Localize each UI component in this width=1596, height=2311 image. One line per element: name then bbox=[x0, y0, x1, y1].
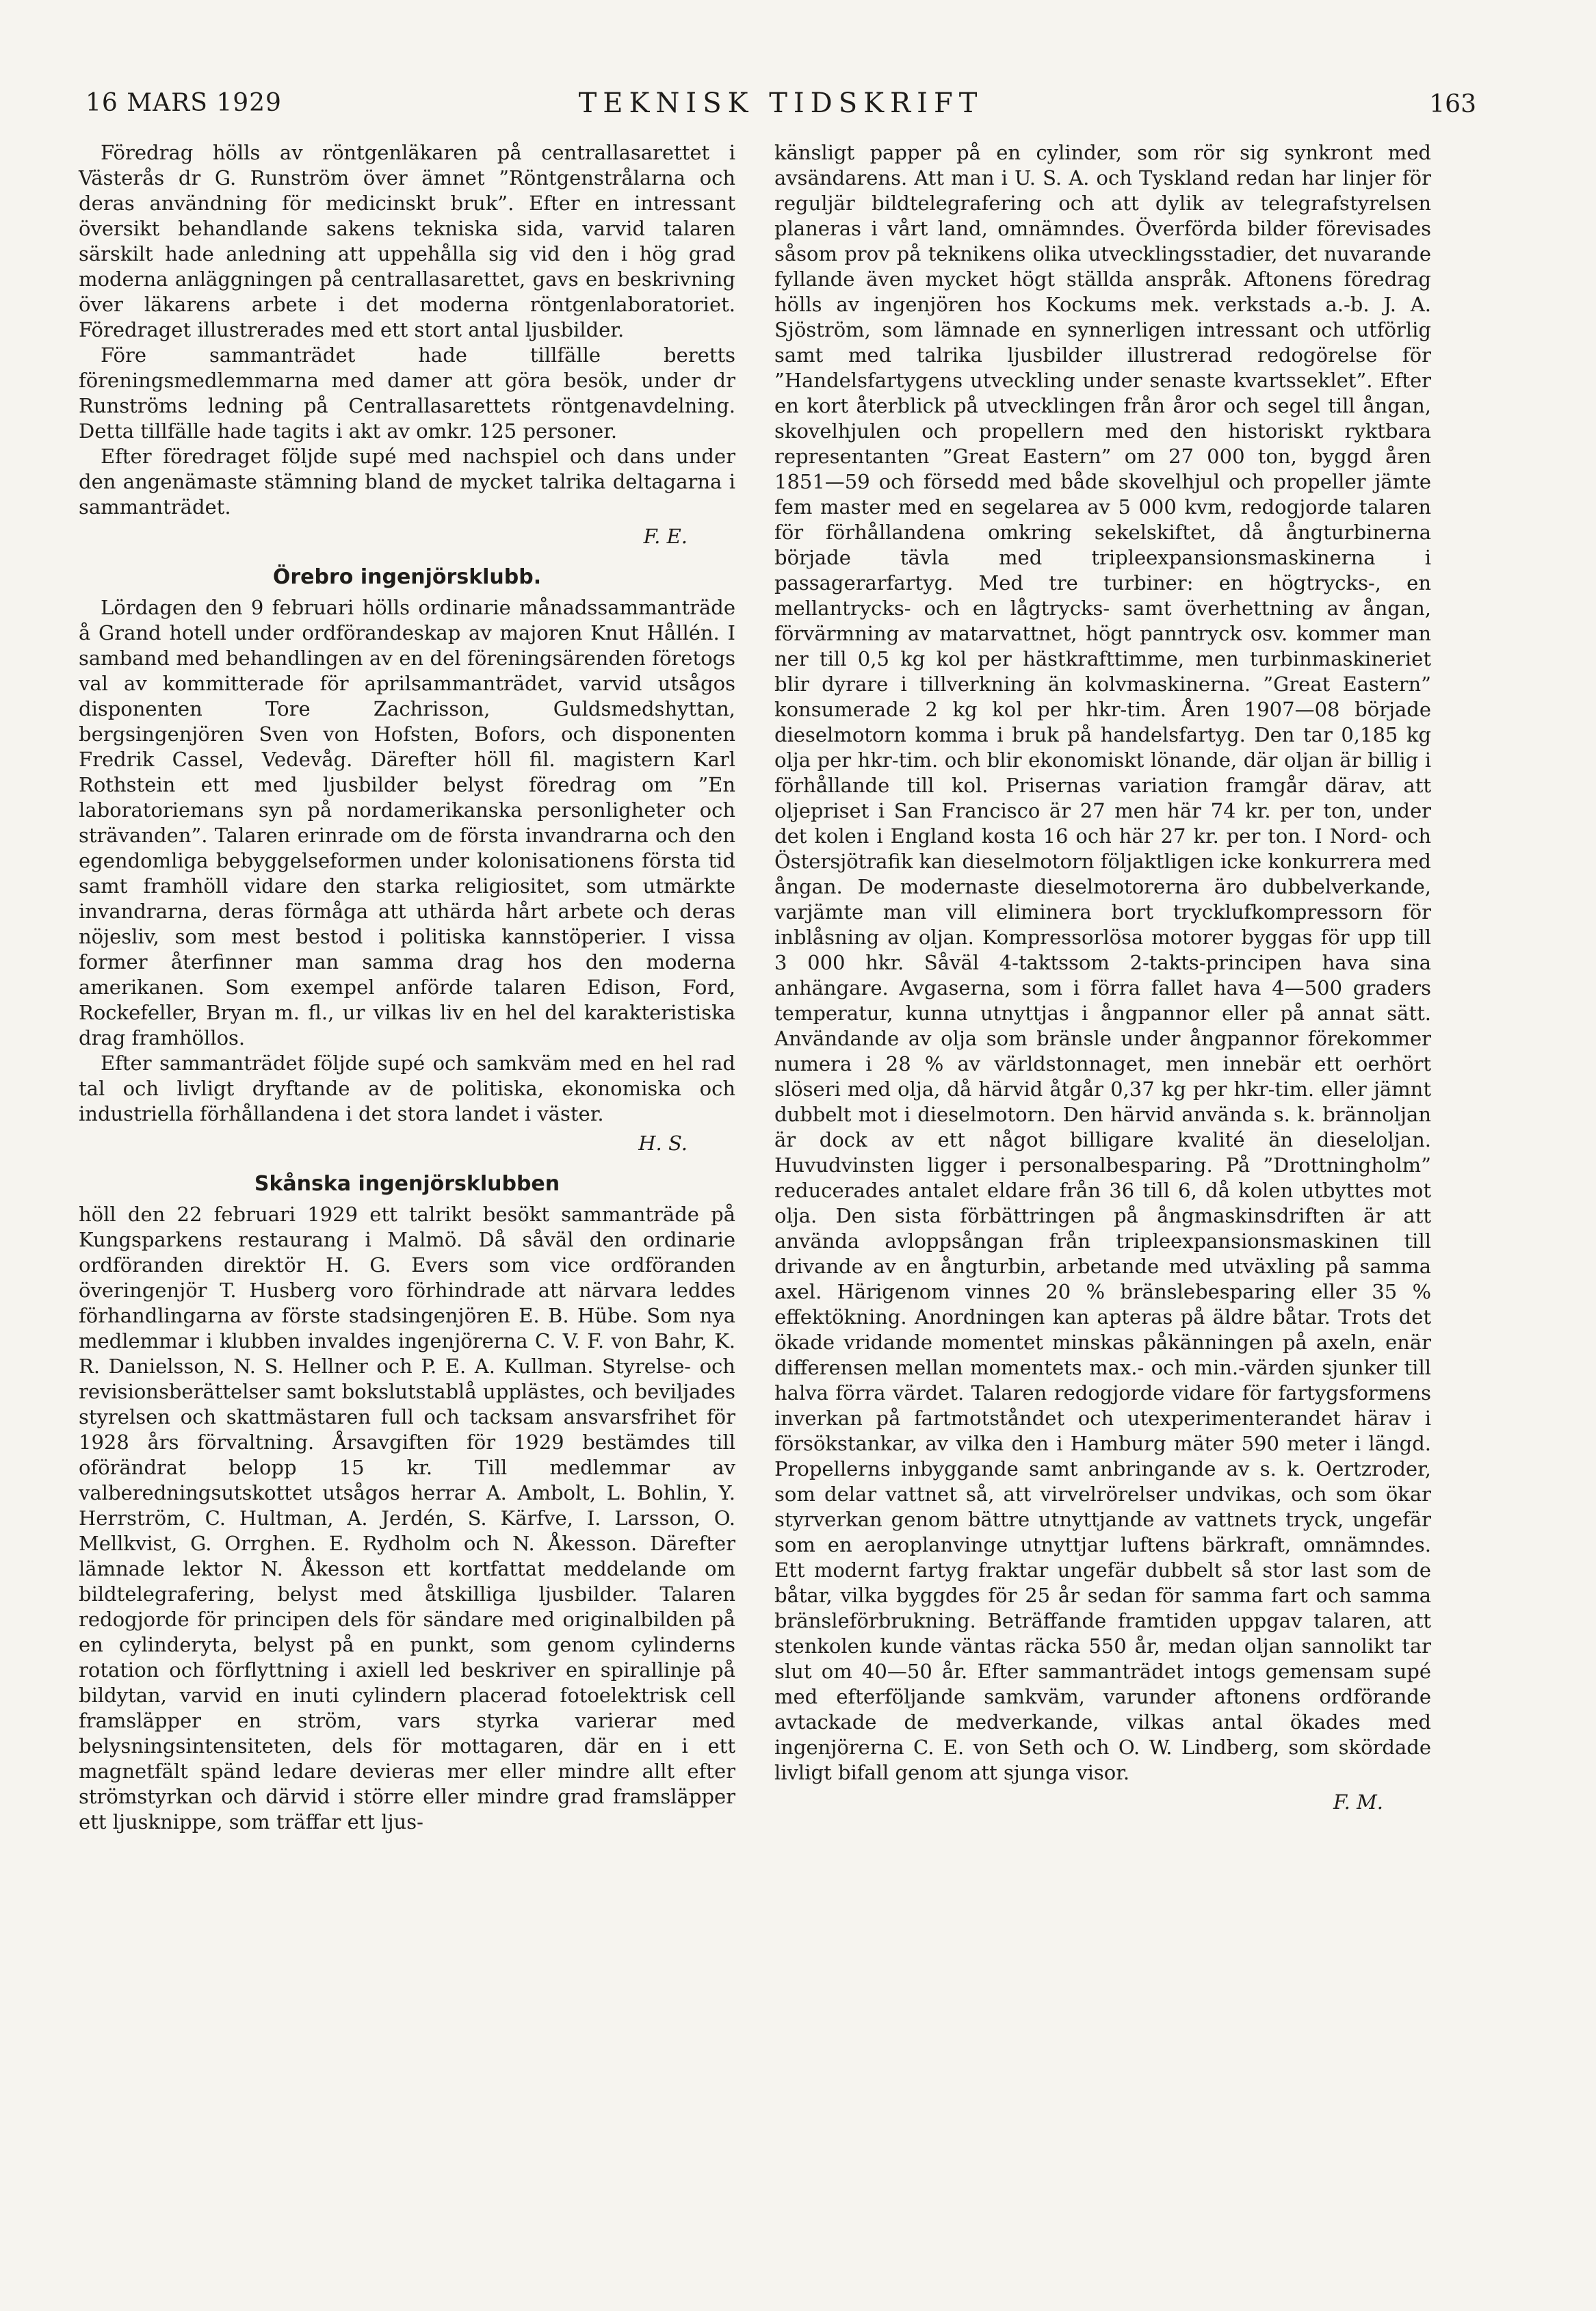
right-column bbox=[774, 140, 1431, 1825]
signature: F. M. bbox=[1333, 1790, 1383, 1814]
journal-title: TEKNISK TIDSKRIFT bbox=[578, 88, 984, 119]
page-number: 163 bbox=[1429, 90, 1476, 118]
section-heading-skanska: Skånska ingenjörsklubben bbox=[254, 1172, 560, 1196]
paragraph: Föredrag hölls av röntgenläkaren på centrallasarettet i Västerås dr G. Runström över ämnet ”Röntgenstrålarna och deras användning för medicinskt bruk”. Efter en intressant översikt behandlande sakens tekniska sida, varvid talaren särskilt hade anledning att uppehålla sig vid den i hög grad moderna anläggningen på centrallasarettet, gavs en beskrivning över läkarens arbete i det moderna röntgenlaboratoriet. Föredraget illustrerades med ett stort antal ljusbilder. bbox=[79, 141, 735, 341]
issue-date: 16 MARS 1929 bbox=[86, 89, 282, 117]
page-header bbox=[86, 81, 1476, 135]
left-column bbox=[79, 140, 735, 1835]
paragraph: Lördagen den 9 februari hölls ordinarie månadssammanträde å Grand hotell under ordförandeskap av majoren Knut Hållén. I samband med behandlingen av en del föreningsärenden företogs val av kommitterade för aprilsammanträdet, varvid utsågos disponenten Tore Zachrisson, Guldsmedshyttan, bergsingenjören Sven von Hofsten, Bofors, och disponenten Fredrik Cassel, Vedevåg. Därefter höll fil. magistern Karl Rothstein ett med ljusbilder belyst föredrag om ”En laboratoriemans syn på nordamerikanska personligheter och strävanden”. Talaren erinrade om de första invandrarna och den egendomliga bebyggelseformen under kolonisationens första tid samt framhöll vidare den starka religiositet, som utmärkte invandrarna, deras förmåga att uthärda hårt arbete och deras nöjesliv, som mest bestod i politiska kannstöperier. I vissa former återfinner man samma drag hos den moderna amerikanen. Som exempel anförde talaren Edison, Ford, Rockefeller, Bryan m. fl., ur vilkas liv en hel del karakteristiska drag framhöllos. bbox=[79, 596, 735, 1049]
paragraph: Före sammanträdet hade tillfälle beretts föreningsmedlemmarna med damer att göra besök, under dr Runströms ledning på Centrallasarettets röntgenavdelning. Detta tillfälle hade tagits i akt av omkr. 125 personer. bbox=[79, 343, 735, 443]
paragraph: känsligt papper på en cylinder, som rör sig synkront med avsändarens. Att man i U. S. A. och Tyskland redan har linjer för reguljär bildtelegrafering och att dylik av telegrafstyrelsen planeras i vårt land, omnämndes. Överförda bilder förevisades såsom prov på teknikens olika utvecklingsstadier, det nuvarande fyllande även mycket högt ställda anspråk. Aftonens föredrag hölls av ingenjören hos Kockums mek. verkstads a.-b. J. A. Sjöström, som lämnade en synnerligen intressant och utförlig samt med talrika ljusbilder illustrerad redogörelse för ”Handelsfartygens utveckling under senaste kvartsseklet”. Efter en kort återblick på utvecklingen från åror och segel till ångan, skovelhjulen och propellern med den historiskt ryktbara representanten ”Great Eastern” om 27 000 ton, byggd åren 1851—59 och försedd med både skovelhjul och propeller jämte fem master med en segelarea av 5 000 kvm, redogjorde talaren för förhållandena omkring sekelskiftet, då ångturbinerna började tävla med tripleexpansionsmaskinerna i passagerarfartyg. Med tre turbiner: en högtrycks-, en mellantrycks- och en lågtrycks- samt överhettning av ångan, förvärmning av matarvattnet, högt panntryck osv. kommer man ner till 0,5 kg kol per hästkrafttimme, men turbinmaskineriet blir dyrare i tillverkning än kolvmaskinerna. ”Great Eastern” konsumerade 2 kg kol per hkr-tim. Åren 1907—08 började dieselmotorn komma i bruk på handelsfartyg. Den tar 0,185 kg olja per hkr-tim. och blir ekonomiskt lönande, där oljan är billig i förhållande till kol. Prisernas variation framgår därav, att oljepriset i San Francisco är 27 men här 74 kr. per ton, under det kolen i England kosta 16 och här 27 kr. per ton. I Nord- och Östersjötrafik kan dieselmotorn följaktligen icke konkurrera med ångan. De modernaste dieselmotorerna äro dubbelverkande, varjämte man vill eliminera bort trycklufkompressorn för inblåsning av oljan. Kompressorlösa motorer byggas för upp till 3 000 hkr. Såväl 4-taktssom 2-takts-principen hava sina anhängare. Avgaserna, som i förra fallet hava 4—500 graders temperatur, kunna utnyttjas i ångpannor eller på annat sätt. Användande av olja som bränsle under ångpannor förekommer numera i 28 % av världstonnaget, men innebär ett oerhört slöseri med olja, då härvid åtgår 0,37 kg per hkr-tim. eller jämnt dubbelt mot i dieselmotorn. Den härvid använda s. k. brännoljan är dock av ett något billigare kvalité än dieseloljan. Huvudvinsten ligger i personalbesparing. På ”Drottningholm” reducerades antalet eldare från 36 till 6, då kolen utbyttes mot olja. Den sista förbättringen på ångmaskinsdriften är att använda avloppsångan från tripleexpansionsmaskinen till drivande av en ångturbin, arbetande med utväxling på samma axel. Härigenom vinnes 20 % bränslebesparing eller 35 % effektökning. Anordningen kan apteras på äldre båtar. Trots det ökade vridande momentet minskas påkänningen på axeln, enär differensen mellan momentets max.- och min.-värden sjunker till halva förra värdet. Talaren redogjorde vidare för fartygsformens inverkan på fartmotståndet och utexperimenterandet härav i försökstankar, av vilka den i Hamburg mäter 590 meter i längd. Propellerns inbyggande samt anbringande av s. k. Oertzroder, som delar vattnet så, att virvelrörelser undvikas, och som ökar styrverkan genom bättre utnyttjande av vattnets tryck, ungefär som en aeroplanvinge utnyttjar luftens bärkraft, omnämndes. Ett modernt fartyg fraktar ungefär dubbelt så stor last som de båtar, vilka byggdes för 25 år sedan för samma fart och samma bränsleförbrukning. Beträffande framtiden uppgav talaren, att stenkolen kunde väntas räcka 550 år, medan oljan sannolikt tar slut om 40—50 år. Efter sammanträdet intogs gemensam supé med efterföljande samkväm, varunder aftonens ordförande avtackade de medverkande, vilkas antal ökades med ingenjörerna C. E. von Seth och O. W. Lindberg, som skördade livligt bifall genom att sjunga visor. bbox=[774, 141, 1431, 1784]
signature: F. E. bbox=[643, 525, 688, 548]
signature: H. S. bbox=[638, 1132, 688, 1155]
paragraph: Efter föredraget följde supé med nachspiel och dans under den angenämaste stämning bland de mycket talrika deltagarna i sammanträdet. bbox=[79, 445, 735, 519]
paragraph: Efter sammanträdet följde supé och samkväm med en hel rad tal och livligt dryftande av de politiska, ekonomiska och industriella förhållandena i det stora landet i väster. bbox=[79, 1052, 735, 1125]
paragraph: höll den 22 februari 1929 ett talrikt besökt sammanträde på Kungsparkens restaurang i Malmö. Då såväl den ordinarie ordföranden direktör H. G. Evers som vice ordföranden överingenjör T. Husberg voro förhindrade att närvara leddes förhandlingarna av förste stadsingenjören E. B. Hübe. Som nya medlemmar i klubben invaldes ingenjörerna C. V. F. von Bahr, K. R. Danielsson, N. S. Hellner och P. E. A. Kullman. Styrelse- och revisionsberättelser samt bokslutstablå upplästes, och beviljades styrelsen och skattmästaren full och tacksam ansvarsfrihet för 1928 års förvaltning. Årsavgiften för 1929 bestämdes till oförändrat belopp 15 kr. Till medlemmar av valberedningsutskottet utsågos herrar A. Ambolt, L. Bohlin, Y. Herrström, C. Hultman, A. Jerdén, S. Kärfve, I. Larsson, O. Mellkvist, G. Orrghen. E. Rydholm och N. Åkesson. Därefter lämnade lektor N. Åkesson ett kortfattat meddelande om bildtelegrafering, belyst med åtskilliga ljusbilder. Talaren redogjorde för principen dels för sändare med originalbilden på en cylinderyta, belyst på en punkt, som genom cylinderns rotation och förflyttning i axiell led beskriver en spirallinje på bildytan, varvid en inuti cylindern placerad fotoelektrisk cell framsläpper en ström, vars styrka varierar med belysningsintensiteten, dels för mottagaren, där en i ett magnetfält spänd ledare devieras mer eller mindre allt efter strömstyrkan och därvid i större eller mindre grad framsläpper ett ljusknippe, som träffar ett ljus- bbox=[79, 1203, 735, 1833]
section-heading-orebro: Örebro ingenjörsklubb. bbox=[272, 565, 542, 589]
